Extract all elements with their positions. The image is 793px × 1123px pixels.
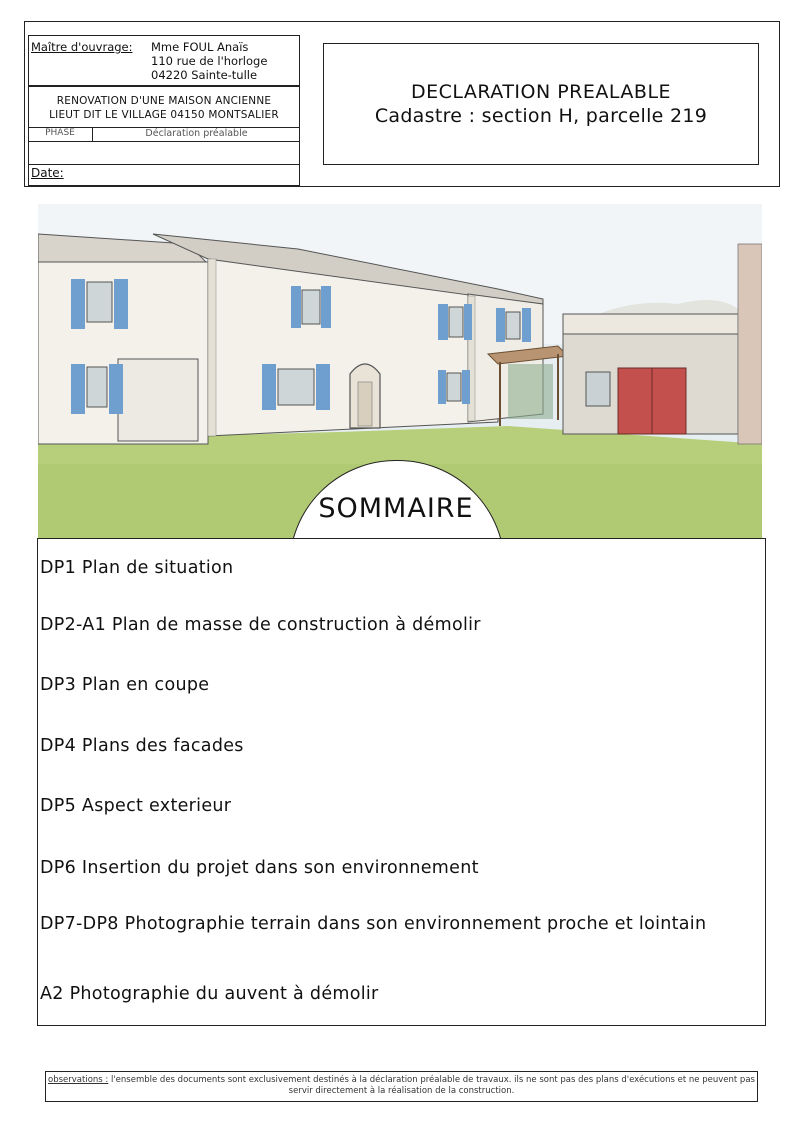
- phase-label: PHASE: [45, 128, 75, 138]
- contents-box: [37, 538, 766, 1026]
- owner-name: Mme FOUL Anaïs: [151, 40, 249, 54]
- toc-item-dp1: DP1 Plan de situation: [40, 558, 234, 578]
- date-divider: [28, 164, 300, 165]
- left-wing-lower: [118, 359, 198, 441]
- window-main-upper-2: [438, 304, 472, 340]
- entrance-door-panel: [358, 382, 372, 426]
- cadastre-subtitle: Cadastre : section H, parcelle 219: [374, 105, 708, 127]
- toc-item-dp2-a1: DP2-A1 Plan de masse de construction à démolir: [40, 615, 481, 635]
- title-box: [323, 43, 759, 165]
- observations-label: observations :: [48, 1075, 109, 1085]
- window-left-lower: [71, 364, 123, 414]
- owner-address-street: 110 rue de l'horloge: [151, 54, 268, 68]
- project-line-2: LIEUT DIT LE VILLAGE 04150 MONTSALIER: [49, 109, 279, 121]
- observations-note: [48, 1075, 755, 1097]
- window-gable-upper: [496, 308, 531, 342]
- quoin-left: [208, 259, 216, 436]
- toc-item-dp7-dp8: DP7-DP8 Photographie terrain dans son environnement proche et lointain: [40, 914, 707, 934]
- document-title: DECLARATION PREALABLE: [410, 81, 672, 103]
- observations-text: l'ensemble des documents sont exclusivement destinés à la déclaration préalable de travaux. ils ne sont pas des plans d'exécutions et ne peuvent pas servir directement à la réalisation de la construction.: [108, 1075, 755, 1096]
- annex-window: [586, 372, 610, 406]
- window-main-upper-1: [291, 286, 331, 328]
- window-main-lower-1: [262, 364, 330, 410]
- toc-item-dp3: DP3 Plan en coupe: [40, 675, 210, 695]
- owner-address-city: 04220 Sainte-tulle: [151, 68, 258, 82]
- far-right-building: [738, 244, 762, 444]
- toc-item-dp4: DP4 Plans des facades: [40, 736, 244, 756]
- toc-item-dp5: DP5 Aspect exterieur: [40, 796, 232, 816]
- window-left-upper: [71, 279, 128, 329]
- date-label: Date:: [31, 166, 64, 180]
- project-line-1: RENOVATION D'UNE MAISON ANCIENNE: [56, 95, 272, 107]
- sommaire-title: SOMMAIRE: [318, 493, 474, 524]
- phase-bottom-divider: [28, 141, 300, 142]
- toc-item-a2: A2 Photographie du auvent à démolir: [40, 984, 379, 1004]
- toc-item-dp6: DP6 Insertion du projet dans son environnement: [40, 858, 479, 878]
- owner-label: Maître d'ouvrage:: [31, 40, 133, 54]
- pergola-shade: [508, 364, 553, 419]
- window-main-lower-2: [438, 370, 470, 404]
- phase-value: Déclaration préalable: [145, 128, 248, 139]
